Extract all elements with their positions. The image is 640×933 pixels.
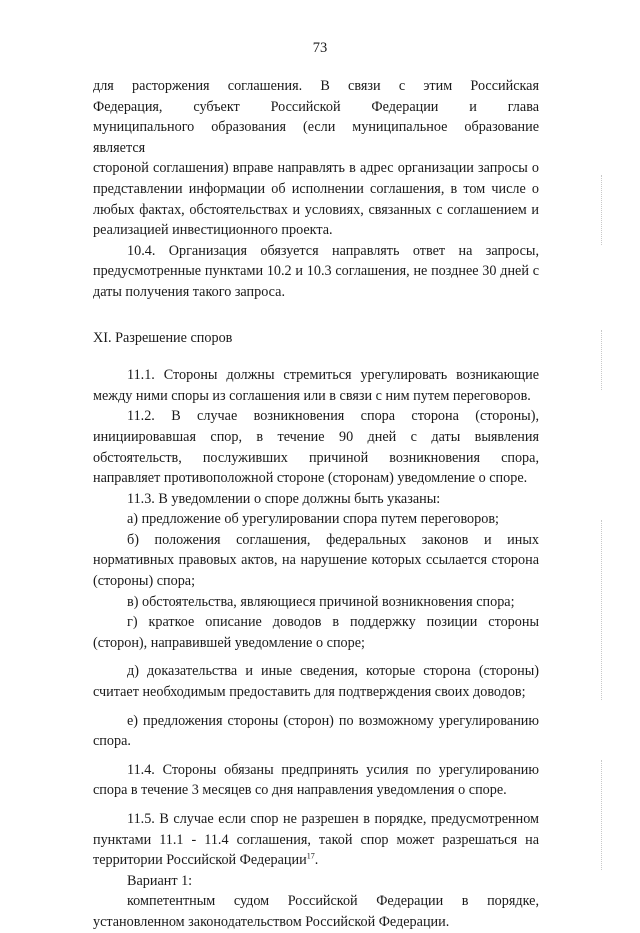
page-number: 73	[312, 40, 328, 56]
list-item-a: а) предложение об урегулировании спора путем переговоров;	[127, 511, 499, 528]
list-item-f: е) предложения стороны (сторон) по возможному урегулированию спора.	[93, 712, 539, 750]
paragraph-11-5-end: .	[314, 852, 319, 869]
scan-margin-mark	[601, 520, 603, 700]
footnote-reference: 17	[306, 851, 315, 861]
variant-text: компетентным судом Российской Федерации в порядке, установленном законодательством Российской Федерации.	[93, 893, 539, 930]
continuation-line-4: стороной соглашения) вправе направлять в адрес организации запросы о	[93, 160, 539, 177]
continuation-line-3: муниципального образования (если муниципальное образование является	[93, 119, 539, 156]
paragraph-10-4: 10.4. Организация обязуется направлять ответ на запросы, предусмотренные пунктами 10.2 и 10.3 соглашения, не позднее 30 дней с даты получения такого запроса.	[93, 242, 539, 300]
list-item-c: в) обстоятельства, являющиеся причиной возникновения спора;	[127, 593, 515, 610]
paragraph-11-3: 11.3. В уведомлении о споре должны быть указаны:	[127, 490, 441, 507]
continuation-line-6: любых фактах, обстоятельствах и условиях, связанных с соглашением и	[93, 201, 539, 218]
paragraph-11-5	[93, 809, 539, 871]
list-item-e: д) доказательства и иные сведения, которые сторона (стороны) считает необходимым предоставить для подтверждения своих доводов;	[93, 663, 539, 701]
scan-margin-mark	[601, 760, 603, 870]
scan-margin-mark	[601, 330, 603, 390]
document-body	[93, 76, 539, 933]
scan-margin-mark	[601, 175, 603, 245]
paragraph-11-2: 11.2. В случае возникновения спора сторона (стороны), инициировавшая спор, в течение 90 дней с даты выявления обстоятельств, послуживших причиной возникновения спора, направляет противоположной стороне (сторонам) уведомление о споре.	[93, 408, 539, 487]
list-item-b: б) положения соглашения, федеральных законов и иных нормативных правовых актов, на нарушение которых ссылается сторона (стороны) спора;	[93, 531, 539, 590]
paragraph-11-4: 11.4. Стороны обязаны предпринять усилия по урегулированию спора в течение 3 месяцев со дня направления уведомления о споре.	[93, 761, 539, 799]
section-heading: XI. Разрешение споров	[93, 329, 233, 346]
continuation-line-2: Федерация, субъект Российской Федерации и глава	[93, 98, 539, 115]
paragraph-11-1: 11.1. Стороны должны стремиться урегулировать возникающие между ними споры из соглашения или в связи с ним путем переговоров.	[93, 367, 539, 404]
continuation-line-7: реализацией инвестиционного проекта.	[93, 222, 333, 239]
list-item-d: г) краткое описание доводов в поддержку позиции стороны (сторон), направившей уведомление о споре;	[93, 614, 539, 651]
continuation-line-5: представлении информации об исполнении соглашения, в том числе о	[93, 180, 539, 197]
paragraph-11-5-text: 11.5. В случае если спор не разрешен в порядке, предусмотренном пунктами 11.1 - 11.4 соглашения, такой спор может разрешаться на территории Российской Федерации	[93, 811, 539, 869]
continuation-line-1: для расторжения соглашения. В связи с этим Российская	[93, 78, 539, 94]
variant-label: Вариант 1:	[127, 872, 193, 889]
